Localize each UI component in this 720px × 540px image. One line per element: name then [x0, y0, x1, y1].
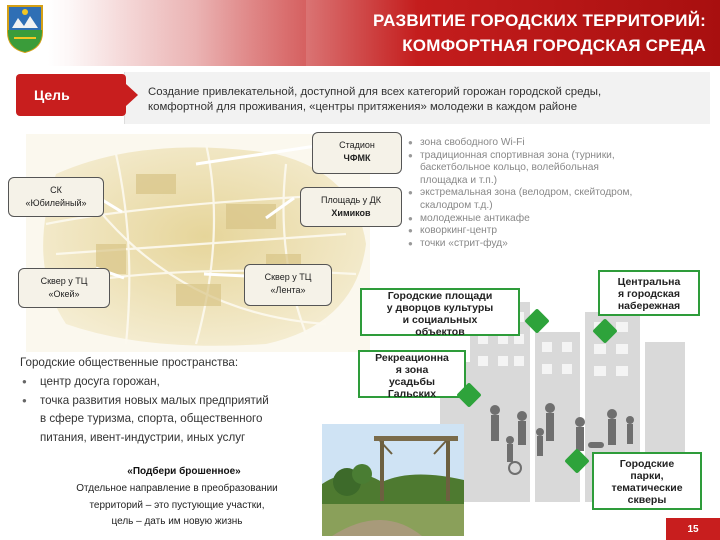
abandoned-line2: территорий – это пустующие участки,: [89, 499, 265, 511]
box-embankment-l1: Центральна: [617, 276, 681, 288]
feature-wifi: ● зона свободного Wi-Fi: [408, 137, 712, 150]
page-number: 15: [666, 518, 720, 540]
feature-list: [408, 137, 712, 250]
callout-sk: [8, 177, 104, 217]
page-title-line1: РАЗВИТИЕ ГОРОДСКИХ ТЕРРИТОРИЙ:: [373, 11, 706, 30]
box-parks-l3: тематические: [611, 482, 683, 494]
goal-line2: комфортной для проживания, «центры притяжения» молодежи в каждом районе: [148, 101, 578, 113]
box-parks-l4: скверы: [627, 494, 667, 506]
callout-square-dk-label: Площадь у ДК: [320, 195, 382, 205]
callout-square-okey-name: «Окей»: [48, 289, 80, 299]
feature-sport-cont: баскетбольное кольцо, волейбольная: [420, 162, 599, 174]
feature-sport: ● традиционная спортивная зона (турники,: [408, 150, 712, 163]
callout-square-lenta-name: «Лента»: [270, 285, 306, 295]
box-parks-l1: Городские: [619, 458, 675, 470]
header-shade: [70, 0, 306, 66]
callout-stadium-name: ЧФМК: [343, 153, 371, 163]
feature-anticafe: ● молодежные антикафе: [408, 213, 712, 226]
public-item-2-cont: в сфере туризма, спорта, общественного: [40, 412, 263, 425]
box-city-squares-l3: и социальных: [402, 314, 478, 326]
box-embankment-l2: я городская: [618, 288, 680, 300]
abandoned-line1: Отдельное направление в преобразовании: [76, 483, 278, 494]
public-item-2: ● точка развития новых малых предприятий: [20, 392, 350, 411]
public-spaces-list: [20, 373, 350, 447]
box-parks: [592, 452, 702, 510]
goal-line1: Создание привлекательной, доступной для всех категорий горожан городской среды,: [148, 86, 602, 98]
abandoned-title: «Подбери брошенное»: [127, 466, 241, 477]
feature-sport-cont2: площадка и т.п.): [420, 174, 498, 186]
callout-square-lenta: [244, 264, 332, 306]
box-recreation-l4: Гальских: [387, 388, 437, 400]
callout-sk-label: СК: [50, 185, 62, 195]
box-embankment: [598, 270, 700, 316]
abandoned-text: [36, 481, 318, 531]
callout-stadium: [312, 132, 402, 174]
box-recreation-l2: я зона: [395, 364, 429, 376]
box-city-squares-l1: Городские площади: [387, 290, 493, 302]
header: [0, 0, 720, 66]
goal-arrow: [126, 84, 138, 106]
box-city-squares: [360, 288, 520, 336]
callout-square-dk: [300, 187, 402, 227]
feature-extreme: ● экстремальная зона (велодром, скейтодром,: [408, 187, 712, 200]
box-city-squares-l2: у дворцов культуры: [386, 302, 494, 314]
abandoned-line3: цель – дать им новую жизнь: [111, 516, 243, 527]
feature-coworking: ● коворкинг-центр: [408, 225, 712, 238]
box-recreation-l1: Рекреационна: [375, 352, 449, 364]
box-city-squares-l4: объектов: [415, 326, 465, 338]
callout-square-dk-name: Химиков: [331, 208, 371, 218]
goal-badge: Цель: [16, 74, 126, 116]
goal-text: [148, 85, 708, 115]
box-parks-l2: парки,: [630, 470, 664, 482]
callout-square-lenta-label: Сквер у ТЦ: [264, 272, 312, 282]
box-recreation: [358, 350, 466, 398]
callout-square-okey-label: Сквер у ТЦ: [40, 276, 88, 286]
abandoned-site-photo: [322, 424, 464, 536]
public-item-2-cont2: питания, ивент-индустрии, иных услуг: [40, 430, 246, 444]
public-item-1: ● центр досуга горожан,: [20, 373, 350, 392]
box-embankment-l3: набережная: [617, 300, 681, 312]
public-spaces-title: Городские общественные пространства:: [20, 356, 239, 369]
callout-square-okey: [18, 268, 110, 308]
box-recreation-l3: усадьбы: [389, 376, 435, 388]
page-title-line2: КОМФОРТНАЯ ГОРОДСКАЯ СРЕДА: [402, 36, 706, 55]
feature-streetfood: ● точки «стрит-фуд»: [408, 238, 712, 251]
feature-extreme-cont: скалодром т.д.): [420, 199, 493, 211]
city-emblem-icon: [4, 2, 46, 54]
callout-sk-name: «Юбилейный»: [25, 198, 87, 208]
callout-stadium-label: Стадион: [339, 140, 375, 150]
